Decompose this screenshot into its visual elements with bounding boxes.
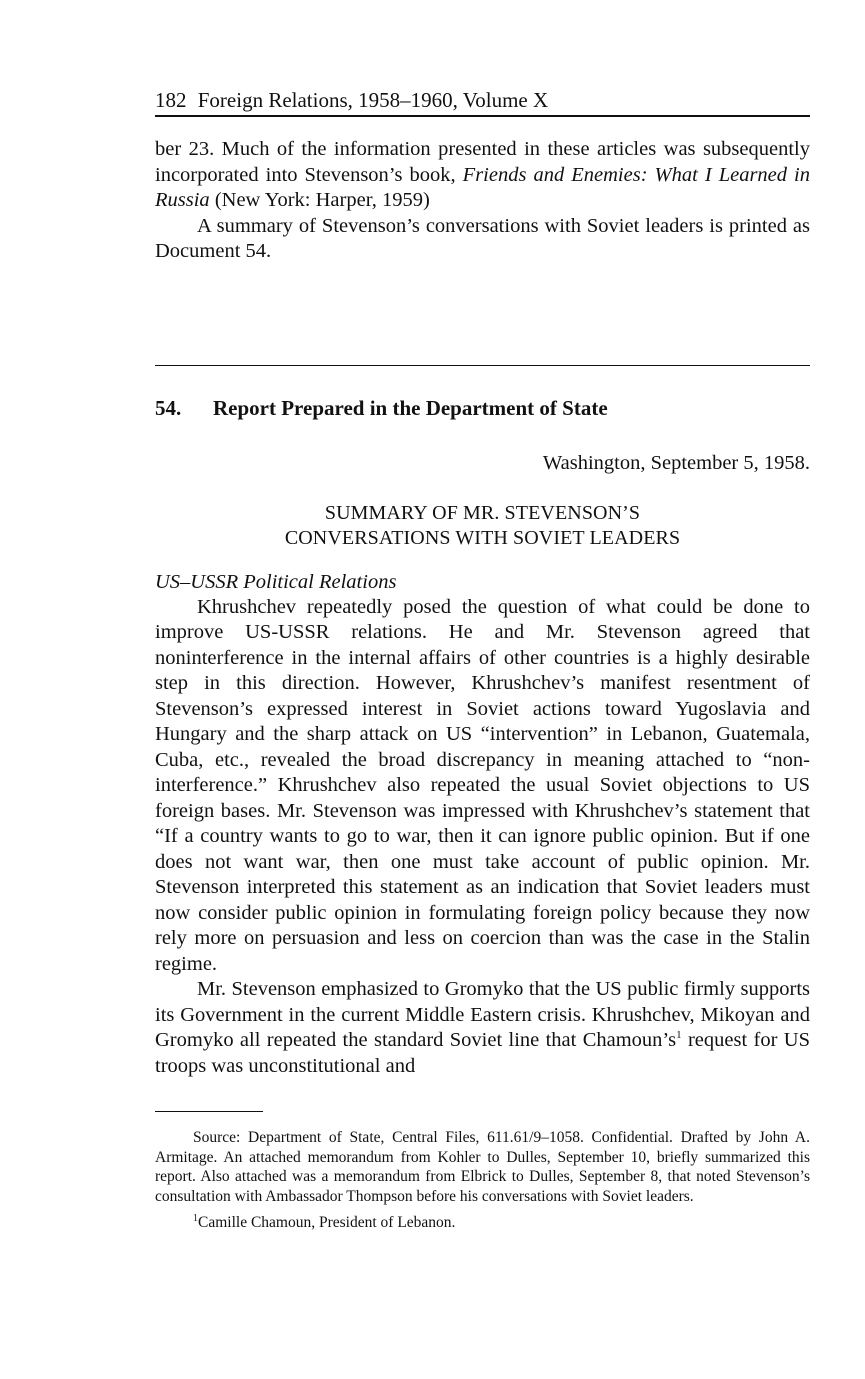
continuation-text — [155, 137, 810, 265]
book-title: Friends and Enemies: What I Learned in Russia — [155, 163, 810, 211]
document-title: Report Prepared in the Department of State — [213, 395, 608, 420]
continuation-text-post: (New York: Harper, 1959) — [209, 189, 430, 211]
footnote-reference-1: 1 — [676, 1029, 682, 1042]
report-title-line-2: CONVERSATIONS WITH SOVIET LEADERS — [284, 526, 681, 549]
body-paragraph-2 — [155, 977, 810, 1079]
continuation-paragraph — [155, 137, 810, 214]
section-subheading: US–USSR Political Relations — [155, 570, 397, 593]
report-title-line-1: SUMMARY OF MR. STEVENSON’S — [324, 501, 641, 524]
continuation-text-pre: ber 23. Much of the information presented in these articles was subsequently incorporated into Stevenson’s book, — [155, 138, 810, 186]
footnote-rule — [155, 1111, 263, 1112]
body-paragraph-2-text: Mr. Stevenson emphasized to Gromyko that the US public firmly supports its Government in the current Middle Eastern crisis. Khrushchev, Mikoyan and Gromyko all repeated the standard Soviet line that Chamoun’s — [155, 978, 810, 1051]
source-footnote: Source: Department of State, Central Files, 611.61/9–1058. Confidential. Drafted by John A. Armitage. An attached memorandum from Kohler to Dulles, September 10, briefly summarized this report. Also attached was a memorandum from Elbrick to Dulles, September 8, that noted Stevenson’s consultation with Ambassador Thompson before his conversations with Soviet leaders. — [155, 1129, 810, 1205]
dateline: Washington, September 5, 1958. — [542, 451, 810, 474]
running-head-title: Foreign Relations, 1958–1960, Volume X — [197, 88, 549, 112]
body-paragraph-1: Khrushchev repeatedly posed the question of what could be done to improve US-USSR relations. He and Mr. Stevenson agreed that noninterference in the internal affairs of other countries is a highly desirable step in this direction. However, Khrushchev’s manifest resentment of Stevenson’s expressed interest in Soviet actions toward Yugoslavia and Hungary and the sharp attack on US “intervention” in Lebanon, Guatemala, Cuba, etc., revealed the broad discrepancy in meaning attached to “non-interference.” Khrushchev also repeated the usual Soviet objections to US foreign bases. Mr. Stevenson was impressed with Khrushchev’s statement that “If a country wants to go to war, then it can ignore public opinion. But if one does not want war, then one must take account of public opinion. Mr. Stevenson interpreted this statement as an indication that Soviet leaders must now consider public opinion in formulating foreign policy because they now rely more on persuasion and less on coercion than was the case in the Stalin regime. — [155, 595, 810, 975]
body-paragraph-2-continuation: request for US troops was unconstitutional and — [155, 1029, 810, 1077]
section-divider — [155, 365, 810, 366]
document-page — [155, 86, 810, 1233]
document-number: 54. — [155, 395, 182, 420]
summary-reference-paragraph: A summary of Stevenson’s conversations with Soviet leaders is printed as Document 54. — [155, 214, 810, 262]
page-number: 182 — [155, 88, 187, 112]
report-title — [155, 501, 810, 551]
running-head — [155, 86, 810, 117]
footnote-1 — [155, 1209, 810, 1233]
document-heading — [155, 394, 810, 422]
footnote-1-text: Camille Chamoun, President of Lebanon. — [198, 1214, 456, 1232]
footnote-1-marker: 1 — [193, 1213, 198, 1224]
